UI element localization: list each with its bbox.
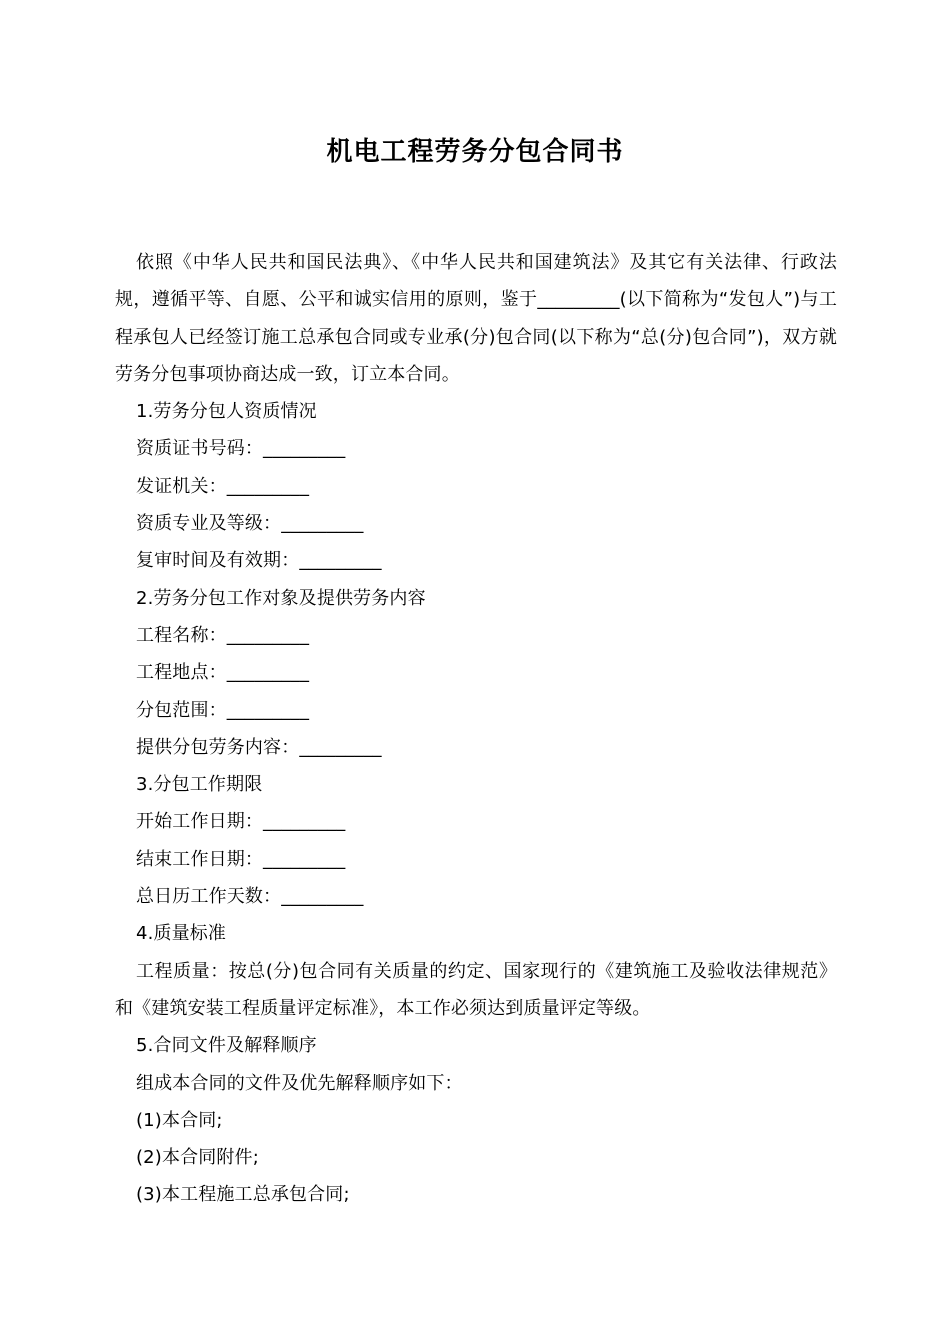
quality-paragraph: 工程质量：按总(分)包合同有关质量的约定、国家现行的《建筑施工及验收法律规范》和《建筑安装工程质量评定标准》，本工作必须达到质量评定等级。 <box>115 960 837 1019</box>
field-labor-content: 提供分包劳务内容：_________ <box>136 736 382 758</box>
field-start-date: 开始工作日期：_________ <box>136 811 346 833</box>
section-heading-quality: 4.质量标准 <box>136 923 227 945</box>
field-issuing-authority: 发证机关：_________ <box>136 475 310 497</box>
field-certificate-number: 资质证书号码：_________ <box>136 438 346 460</box>
field-project-location: 工程地点：_________ <box>136 662 310 684</box>
section-heading-work-period: 3.分包工作期限 <box>136 774 263 796</box>
field-subcontract-scope: 分包范围：_________ <box>136 699 310 721</box>
field-end-date: 结束工作日期：_________ <box>136 848 346 870</box>
document-body <box>115 244 837 1214</box>
field-review-validity: 复审时间及有效期：_________ <box>136 550 382 572</box>
document-title: 机电工程劳务分包合同书 <box>326 137 624 167</box>
section-heading-work-scope: 2.劳务分包工作对象及提供劳务内容 <box>136 587 426 609</box>
intro-paragraph: 依照《中华人民共和国民法典》、《中华人民共和国建筑法》及其它有关法律、行政法规，遵循平等、自愿、公平和诚实信用的原则，鉴于_________(以下简称为“发包人”)与工程承包人已经签订施工总承包合同或专业承(分)包合同(以下称为“总(分)包合同”)，双方就劳务分包事项协商达成一致，订立本合同。 <box>115 252 837 385</box>
document-order-item: (1)本合同; <box>136 1109 223 1131</box>
document-order-item: (3)本工程施工总承包合同; <box>136 1184 350 1206</box>
field-qualification-grade: 资质专业及等级：_________ <box>136 513 364 535</box>
documents-intro: 组成本合同的文件及优先解释顺序如下： <box>136 1072 463 1094</box>
section-heading-qualification: 1.劳务分包人资质情况 <box>136 401 317 423</box>
document-order-item: (2)本合同附件; <box>136 1147 259 1169</box>
field-project-name: 工程名称：_________ <box>136 624 310 646</box>
section-heading-documents: 5.合同文件及解释顺序 <box>136 1035 317 1057</box>
field-total-days: 总日历工作天数：_________ <box>136 886 364 908</box>
